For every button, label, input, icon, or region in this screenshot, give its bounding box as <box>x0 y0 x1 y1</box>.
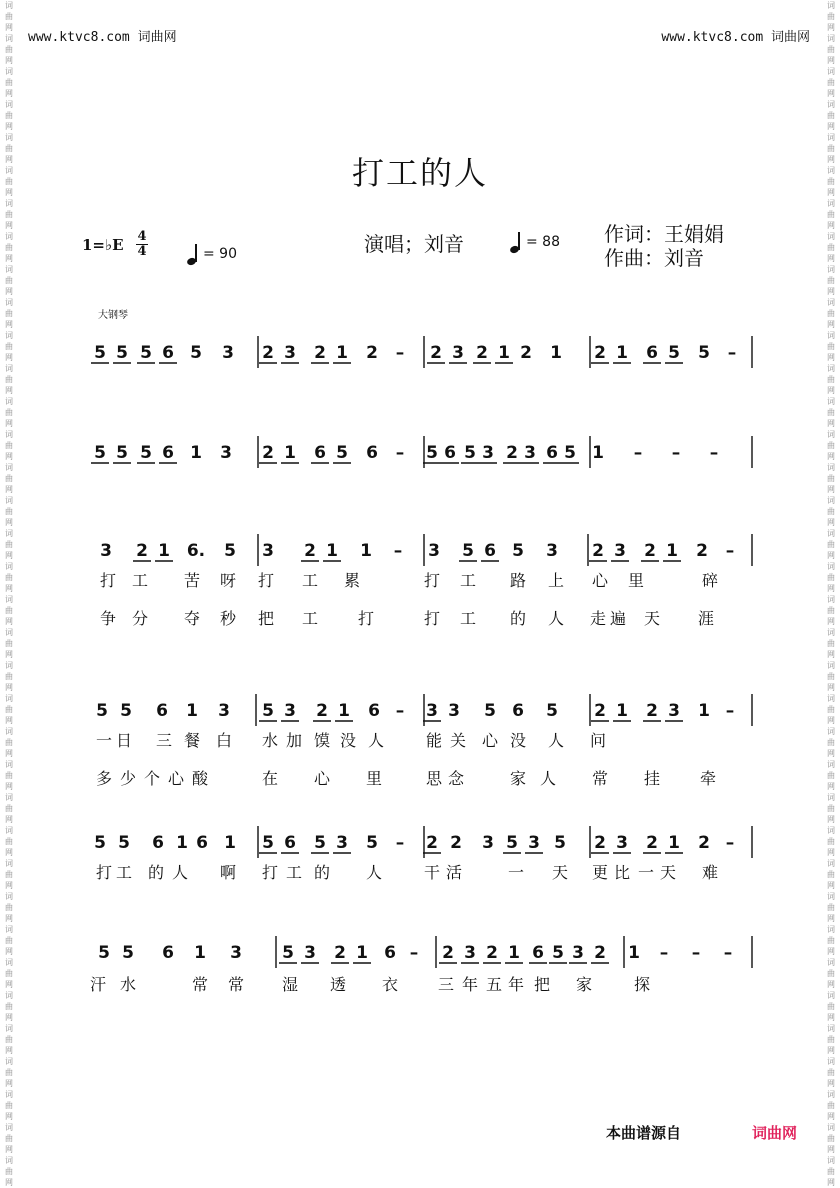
note-1-12: 5 <box>426 443 438 463</box>
note-0-0: 5 <box>94 343 106 363</box>
note-0-14: 2 <box>476 343 488 363</box>
lyric-char-3-0-13: 没 <box>509 731 527 750</box>
note-2-16: 3 <box>614 541 626 561</box>
note-2-20: – <box>725 541 735 561</box>
note-4-12: 2 <box>426 833 438 853</box>
lyric-char-3-1-0: 多 <box>95 769 113 788</box>
note-0-9: 1 <box>336 343 348 363</box>
lyric-char-5-0-12: 家 <box>575 975 593 994</box>
lyric-char-3-0-6: 加 <box>285 731 303 750</box>
note-0-17: 1 <box>550 343 562 363</box>
note-3-10: – <box>395 701 405 721</box>
note-3-7: 2 <box>316 701 328 721</box>
note-2-18: 1 <box>666 541 678 561</box>
lyric-char-5-0-0: 汗 <box>89 975 107 994</box>
note-1-18: 6 <box>546 443 558 463</box>
note-5-1: 5 <box>122 943 134 963</box>
lyric-char-3-0-12: 心 <box>481 731 499 750</box>
note-3-12: 3 <box>448 701 460 721</box>
lyric-char-5-0-10: 年 <box>507 975 525 994</box>
note-5-14: 1 <box>508 943 520 963</box>
lyric-char-2-0-10: 上 <box>547 571 565 590</box>
lyric-char-4-0-11: 一 <box>507 863 525 882</box>
note-3-14: 6 <box>512 701 524 721</box>
note-2-0: 3 <box>100 541 112 561</box>
note-5-9: 6 <box>384 943 396 963</box>
lyric-char-3-1-9: 念 <box>447 769 465 788</box>
note-3-9: 6 <box>368 701 380 721</box>
note-4-4: 6 <box>196 833 208 853</box>
note-3-3: 1 <box>186 701 198 721</box>
lyric-char-2-0-5: 工 <box>301 571 319 590</box>
note-0-2: 5 <box>140 343 152 363</box>
note-5-3: 1 <box>194 943 206 963</box>
lyric-char-2-0-11: 心 <box>591 571 609 590</box>
note-5-18: 2 <box>594 943 606 963</box>
note-5-0: 5 <box>98 943 110 963</box>
note-3-16: 2 <box>594 701 606 721</box>
note-1-2: 5 <box>140 443 152 463</box>
note-2-5: 3 <box>262 541 274 561</box>
note-4-23: – <box>725 833 735 853</box>
lyric-char-3-1-1: 少 <box>119 769 137 788</box>
lyric-char-2-0-9: 路 <box>509 571 527 590</box>
note-1-19: 5 <box>564 443 576 463</box>
lyric-char-5-0-11: 把 <box>533 975 551 994</box>
lyric-char-2-0-2: 苦 <box>183 571 201 590</box>
note-0-1: 5 <box>116 343 128 363</box>
lyric-char-3-0-11: 关 <box>449 731 467 750</box>
note-3-17: 1 <box>616 701 628 721</box>
lyric-char-4-0-17: 难 <box>701 863 719 882</box>
note-4-19: 3 <box>616 833 628 853</box>
lyric-char-5-0-6: 衣 <box>381 975 399 994</box>
lyric-char-2-1-7: 打 <box>423 609 441 628</box>
note-2-3: 6. <box>186 541 206 561</box>
lyric-char-2-1-12: 遍 <box>609 609 627 628</box>
lyric-char-3-0-9: 人 <box>367 731 385 750</box>
note-5-20: – <box>659 943 669 963</box>
note-1-8: 6 <box>314 443 326 463</box>
note-2-2: 1 <box>158 541 170 561</box>
lyric-char-5-0-7: 三 <box>437 975 455 994</box>
note-3-8: 1 <box>338 701 350 721</box>
note-5-10: – <box>409 943 419 963</box>
lyric-char-5-0-8: 年 <box>461 975 479 994</box>
lyric-char-2-1-5: 工 <box>301 609 319 628</box>
note-5-21: – <box>691 943 701 963</box>
note-4-11: – <box>395 833 405 853</box>
note-5-6: 3 <box>304 943 316 963</box>
note-3-0: 5 <box>96 701 108 721</box>
lyric-char-4-0-3: 人 <box>171 863 189 882</box>
instrument-label: 大钢琴 <box>98 310 128 321</box>
note-0-3: 6 <box>162 343 174 363</box>
lyric-char-2-0-7: 打 <box>423 571 441 590</box>
footer-site-link[interactable]: 词曲网 <box>752 1124 798 1142</box>
lyric-char-3-0-4: 白 <box>215 731 233 750</box>
note-2-6: 2 <box>304 541 316 561</box>
lyric-char-4-0-15: 一 <box>637 863 655 882</box>
lyric-char-3-1-11: 人 <box>539 769 557 788</box>
lyric-char-2-1-8: 工 <box>459 609 477 628</box>
note-1-13: 6 <box>444 443 456 463</box>
header-site-left[interactable]: www.ktvc8.com 词曲网 <box>28 30 177 45</box>
note-3-13: 5 <box>484 701 496 721</box>
note-4-7: 6 <box>284 833 296 853</box>
note-0-11: – <box>395 343 405 363</box>
note-4-5: 1 <box>224 833 236 853</box>
note-0-4: 5 <box>190 343 202 363</box>
note-4-2: 6 <box>152 833 164 853</box>
note-3-4: 3 <box>218 701 230 721</box>
note-0-22: 5 <box>698 343 710 363</box>
note-0-13: 3 <box>452 343 464 363</box>
lyric-char-2-0-3: 呀 <box>219 571 237 590</box>
lyric-char-3-0-1: 日 <box>115 731 133 750</box>
note-1-0: 5 <box>94 443 106 463</box>
lyric-char-2-1-13: 天 <box>643 609 661 628</box>
lyric-char-3-0-3: 餐 <box>183 731 201 750</box>
composer-credit: 作曲：刘音 <box>604 246 704 270</box>
lyric-char-5-0-2: 常 <box>191 975 209 994</box>
note-2-15: 2 <box>592 541 604 561</box>
note-4-10: 5 <box>366 833 378 853</box>
lyric-char-3-0-8: 没 <box>339 731 357 750</box>
lyric-char-3-0-7: 馍 <box>313 731 331 750</box>
lyric-char-3-0-5: 水 <box>261 731 279 750</box>
lyric-char-2-1-4: 把 <box>257 609 275 628</box>
note-1-7: 1 <box>284 443 296 463</box>
lyric-char-4-0-10: 活 <box>445 863 463 882</box>
note-5-16: 5 <box>552 943 564 963</box>
lyric-char-5-0-9: 五 <box>485 975 503 994</box>
note-0-23: – <box>727 343 737 363</box>
lyric-char-3-1-10: 家 <box>509 769 527 788</box>
note-5-12: 3 <box>464 943 476 963</box>
lyric-char-2-0-6: 累 <box>343 571 361 590</box>
note-2-10: 3 <box>428 541 440 561</box>
note-3-19: 3 <box>668 701 680 721</box>
lyric-char-4-0-1: 工 <box>115 863 133 882</box>
note-0-20: 6 <box>646 343 658 363</box>
note-2-9: – <box>393 541 403 561</box>
note-5-5: 5 <box>282 943 294 963</box>
lyric-char-3-1-8: 思 <box>425 769 443 788</box>
note-5-4: 3 <box>230 943 242 963</box>
note-2-17: 2 <box>644 541 656 561</box>
note-0-12: 2 <box>430 343 442 363</box>
note-5-22: – <box>723 943 733 963</box>
lyric-char-4-0-5: 打 <box>261 863 279 882</box>
note-3-18: 2 <box>646 701 658 721</box>
note-5-19: 1 <box>628 943 640 963</box>
note-0-7: 3 <box>284 343 296 363</box>
lyric-char-2-0-0: 打 <box>99 571 117 590</box>
note-4-15: 5 <box>506 833 518 853</box>
lyric-char-3-1-6: 心 <box>313 769 331 788</box>
note-4-17: 5 <box>554 833 566 853</box>
key-signature: 1=♭E <box>82 236 124 254</box>
song-title: 打工的人 <box>351 154 488 192</box>
note-4-8: 5 <box>314 833 326 853</box>
note-4-20: 2 <box>646 833 658 853</box>
note-1-6: 2 <box>262 443 274 463</box>
note-1-16: 2 <box>506 443 518 463</box>
lyric-char-3-1-2: 个 <box>143 769 161 788</box>
lyric-char-3-1-12: 常 <box>591 769 609 788</box>
note-2-7: 1 <box>326 541 338 561</box>
note-4-3: 1 <box>176 833 188 853</box>
note-0-6: 2 <box>262 343 274 363</box>
lyric-char-2-1-0: 争 <box>99 609 117 628</box>
note-1-17: 3 <box>524 443 536 463</box>
note-4-22: 2 <box>698 833 710 853</box>
lyric-char-2-1-6: 打 <box>357 609 375 628</box>
note-0-8: 2 <box>314 343 326 363</box>
note-4-14: 3 <box>482 833 494 853</box>
note-3-1: 5 <box>120 701 132 721</box>
note-0-5: 3 <box>222 343 234 363</box>
note-0-10: 2 <box>366 343 378 363</box>
note-2-1: 2 <box>136 541 148 561</box>
note-5-15: 6 <box>532 943 544 963</box>
lyric-char-4-0-12: 天 <box>551 863 569 882</box>
lyric-char-3-0-0: 一 <box>95 731 113 750</box>
note-1-14: 5 <box>464 443 476 463</box>
lyric-char-3-0-14: 人 <box>547 731 565 750</box>
singer-credit: 演唱；刘音 <box>364 232 464 256</box>
lyric-char-4-0-6: 工 <box>285 863 303 882</box>
lyric-char-3-0-15: 问 <box>589 731 607 750</box>
note-2-14: 3 <box>546 541 558 561</box>
note-3-5: 5 <box>262 701 274 721</box>
note-0-15: 1 <box>498 343 510 363</box>
time-signature-bottom: 4 <box>137 244 147 259</box>
note-1-20: 1 <box>592 443 604 463</box>
note-5-8: 1 <box>356 943 368 963</box>
lyric-char-2-1-3: 秒 <box>219 609 237 628</box>
note-4-6: 5 <box>262 833 274 853</box>
note-1-23: – <box>709 443 719 463</box>
note-2-11: 5 <box>462 541 474 561</box>
lyric-char-2-0-1: 工 <box>131 571 149 590</box>
lyric-char-4-0-9: 干 <box>423 863 441 882</box>
note-4-16: 3 <box>528 833 540 853</box>
lyric-char-5-0-13: 探 <box>633 975 651 994</box>
note-1-1: 5 <box>116 443 128 463</box>
note-3-21: – <box>725 701 735 721</box>
note-3-6: 3 <box>284 701 296 721</box>
note-0-18: 2 <box>594 343 606 363</box>
note-5-13: 2 <box>486 943 498 963</box>
lyric-char-2-0-4: 打 <box>257 571 275 590</box>
footer-source-label: 本曲谱源自 <box>606 1124 682 1142</box>
note-3-20: 1 <box>698 701 710 721</box>
tempo-singer-value: = 88 <box>526 234 560 250</box>
note-4-18: 2 <box>594 833 606 853</box>
note-5-17: 3 <box>572 943 584 963</box>
lyric-char-2-1-2: 夺 <box>183 609 201 628</box>
note-2-12: 6 <box>484 541 496 561</box>
lyric-char-3-1-14: 牵 <box>699 769 717 788</box>
header-site-right[interactable]: www.ktvc8.com 词曲网 <box>661 30 810 45</box>
lyric-char-2-1-10: 人 <box>547 609 565 628</box>
lyricist-credit: 作词：王娟娟 <box>604 222 724 246</box>
note-0-16: 2 <box>520 343 532 363</box>
note-3-11: 3 <box>426 701 438 721</box>
lyric-char-3-0-2: 三 <box>155 731 173 750</box>
lyric-char-2-0-12: 里 <box>627 571 645 590</box>
note-2-4: 5 <box>224 541 236 561</box>
note-2-8: 1 <box>360 541 372 561</box>
note-1-15: 3 <box>482 443 494 463</box>
note-5-7: 2 <box>334 943 346 963</box>
tempo-main-value: = 90 <box>203 246 237 262</box>
note-1-22: – <box>671 443 681 463</box>
lyric-char-2-0-8: 工 <box>459 571 477 590</box>
watermark-strip-right: 词曲网词曲网词曲网词曲网词曲网词曲网词曲网词曲网词曲网词曲网词曲网词曲网词曲网词曲网词曲网词曲网词曲网词曲网词曲网词曲网词曲网词曲网词曲网词曲网词曲网词曲网词曲网词曲网词曲网词曲网词曲网词曲网词曲网词曲网词曲网词曲网 <box>827 1 835 1187</box>
lyric-char-2-1-14: 涯 <box>697 609 715 628</box>
lyric-char-4-0-0: 打 <box>95 863 113 882</box>
note-1-11: – <box>395 443 405 463</box>
lyric-char-5-0-1: 水 <box>119 975 137 994</box>
note-2-13: 5 <box>512 541 524 561</box>
note-1-4: 1 <box>190 443 202 463</box>
note-5-2: 6 <box>162 943 174 963</box>
time-signature-top: 4 <box>137 229 147 244</box>
note-4-13: 2 <box>450 833 462 853</box>
note-4-9: 3 <box>336 833 348 853</box>
note-1-3: 6 <box>162 443 174 463</box>
note-4-21: 1 <box>668 833 680 853</box>
lyric-char-3-0-10: 能 <box>425 731 443 750</box>
lyric-char-5-0-5: 透 <box>329 975 347 994</box>
note-5-11: 2 <box>442 943 454 963</box>
note-1-5: 3 <box>220 443 232 463</box>
lyric-char-4-0-7: 的 <box>313 863 331 882</box>
lyric-char-5-0-4: 湿 <box>281 975 299 994</box>
note-0-21: 5 <box>668 343 680 363</box>
note-2-19: 2 <box>696 541 708 561</box>
lyric-char-4-0-16: 天 <box>659 863 677 882</box>
lyric-char-3-1-13: 挂 <box>643 769 661 788</box>
note-1-10: 6 <box>366 443 378 463</box>
note-4-1: 5 <box>118 833 130 853</box>
note-1-9: 5 <box>336 443 348 463</box>
watermark-strip-left: 词曲网词曲网词曲网词曲网词曲网词曲网词曲网词曲网词曲网词曲网词曲网词曲网词曲网词曲网词曲网词曲网词曲网词曲网词曲网词曲网词曲网词曲网词曲网词曲网词曲网词曲网词曲网词曲网词曲网词曲网词曲网词曲网词曲网词曲网词曲网词曲网 <box>5 1 13 1187</box>
note-3-2: 6 <box>156 701 168 721</box>
lyric-char-2-1-11: 走 <box>589 609 607 628</box>
lyric-char-4-0-14: 比 <box>613 863 631 882</box>
lyric-char-4-0-4: 啊 <box>219 863 237 882</box>
note-1-21: – <box>633 443 643 463</box>
lyric-char-5-0-3: 常 <box>227 975 245 994</box>
lyric-char-4-0-8: 人 <box>365 863 383 882</box>
lyric-char-2-0-13: 碎 <box>701 571 719 590</box>
note-4-0: 5 <box>94 833 106 853</box>
lyric-char-3-1-5: 在 <box>261 769 279 788</box>
lyric-char-2-1-9: 的 <box>509 609 527 628</box>
lyric-char-4-0-13: 更 <box>591 863 609 882</box>
lyric-char-4-0-2: 的 <box>147 863 165 882</box>
lyric-char-3-1-7: 里 <box>365 769 383 788</box>
note-3-15: 5 <box>546 701 558 721</box>
lyric-char-3-1-3: 心 <box>167 769 185 788</box>
note-0-19: 1 <box>616 343 628 363</box>
lyric-char-2-1-1: 分 <box>131 609 149 628</box>
lyric-char-3-1-4: 酸 <box>191 769 209 788</box>
